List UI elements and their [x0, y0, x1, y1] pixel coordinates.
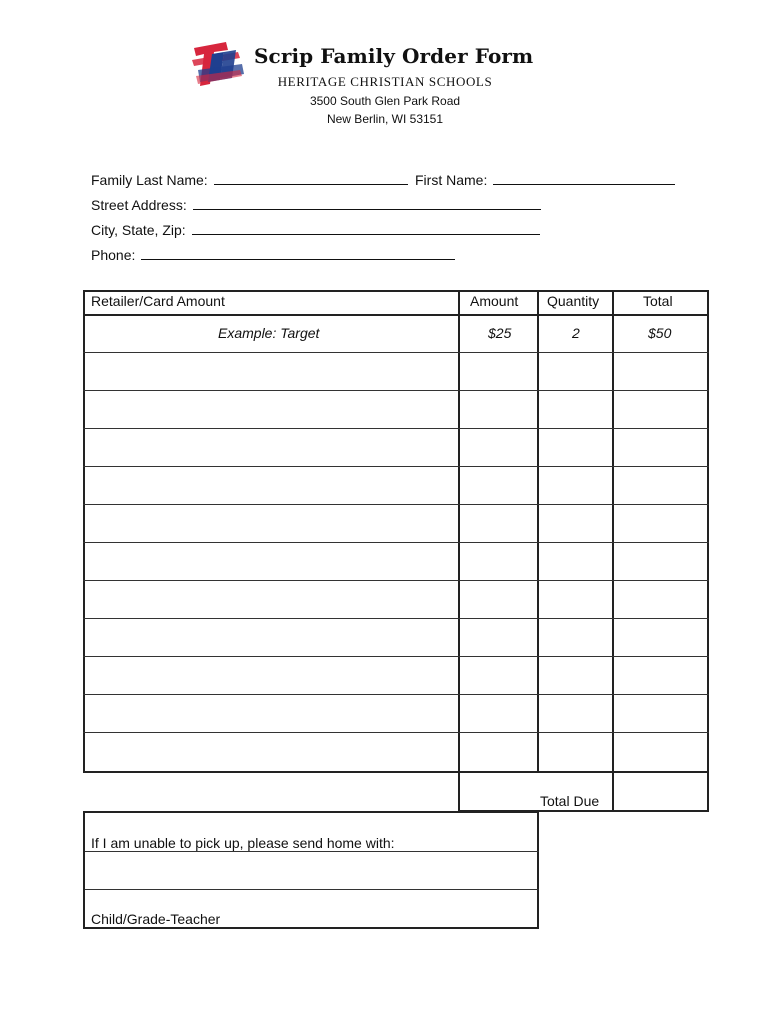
pickup-name-field[interactable]	[86, 853, 538, 888]
address-line-2: New Berlin, WI 53151	[326, 112, 444, 126]
last-name-line[interactable]	[214, 183, 408, 185]
header-amount: Amount	[470, 293, 519, 309]
last-name-label: Family Last Name:	[91, 172, 208, 188]
example-quantity: 2	[572, 325, 580, 341]
form-title: Scrip Family Order Form	[254, 44, 534, 68]
street-address-line[interactable]	[193, 208, 541, 210]
last-name-field[interactable]	[91, 172, 408, 188]
example-total: $50	[648, 325, 672, 341]
school-name: HERITAGE CHRISTIAN SCHOOLS	[277, 74, 493, 89]
first-name-label: First Name:	[415, 172, 488, 188]
example-amount: $25	[488, 325, 512, 341]
first-name-line[interactable]	[493, 183, 675, 185]
example-retailer: Example: Target	[218, 325, 320, 341]
child-grade-teacher-label: Child/Grade-Teacher	[91, 911, 221, 927]
total-due-label: Total Due	[540, 793, 600, 809]
total-due-value[interactable]	[614, 773, 706, 809]
header-total: Total	[643, 293, 673, 309]
phone-label: Phone:	[91, 247, 136, 263]
header-retailer: Retailer/Card Amount	[91, 293, 225, 309]
address-line-1: 3500 South Glen Park Road	[309, 94, 461, 108]
city-state-zip-label: City, State, Zip:	[91, 222, 186, 238]
order-table	[83, 290, 709, 812]
phone-field[interactable]	[91, 247, 455, 263]
street-address-label: Street Address:	[91, 197, 187, 213]
pickup-box	[83, 811, 539, 929]
city-state-zip-line[interactable]	[192, 233, 540, 235]
street-address-field[interactable]	[91, 197, 541, 213]
city-state-zip-field[interactable]	[91, 222, 540, 238]
pickup-prompt: If I am unable to pick up, please send home with:	[91, 835, 395, 851]
first-name-field[interactable]	[415, 172, 675, 188]
phone-line[interactable]	[141, 258, 455, 260]
header-quantity: Quantity	[547, 293, 600, 309]
